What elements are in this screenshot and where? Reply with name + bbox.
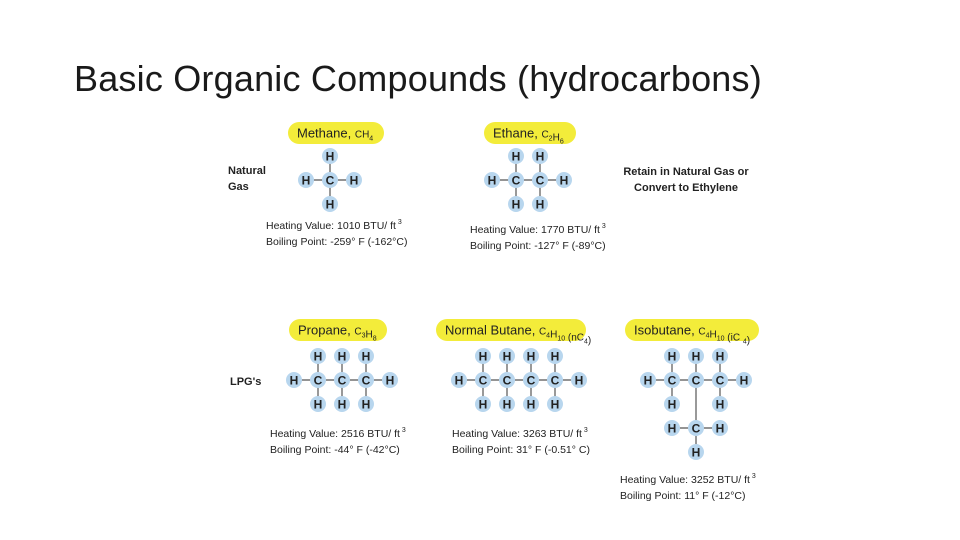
isobutane-c-atom: C: [691, 373, 701, 388]
methane-h-atom: H: [349, 173, 359, 188]
methane-h-atom: H: [325, 197, 335, 212]
propane-h-atom: H: [361, 349, 371, 364]
normal-butane-c-atom: C: [502, 373, 512, 388]
ethane-name-label: Ethane, $C_2H_6$: [493, 125, 564, 146]
methane-h-atom: H: [325, 149, 335, 164]
propane-c-atom: C: [337, 373, 347, 388]
propane-h-atom: H: [361, 397, 371, 412]
isobutane-c-atom: C: [691, 421, 701, 436]
isobutane-h-atom: H: [643, 373, 653, 388]
normal-butane-h-atom: H: [550, 397, 560, 412]
normal-butane-boiling-point: Boiling Point: 31° F (-0.51° C): [452, 444, 590, 456]
group-label-retain: Retain in Natural Gas or: [623, 166, 749, 178]
normal-butane-h-atom: H: [526, 397, 536, 412]
normal-butane-h-atom: H: [478, 397, 488, 412]
propane-heating-value: Heating Value: 2516 BTU/ ft $^3$: [270, 427, 406, 440]
ethane-boiling-point: Boiling Point: -127° F (-89°C): [470, 240, 606, 252]
methane-h-atom: H: [301, 173, 311, 188]
ethane-heating-value: Heating Value: 1770 BTU/ ft $^3$: [470, 223, 606, 236]
propane-h-atom: H: [289, 373, 299, 388]
propane-h-atom: H: [337, 397, 347, 412]
isobutane-heating-value: Heating Value: 3252 BTU/ ft $^3$: [620, 473, 756, 486]
ethane-h-atom: H: [535, 197, 545, 212]
group-label-retain-line2: Convert to Ethylene: [634, 182, 738, 194]
isobutane-boiling-point: Boiling Point: 11° F (-12°C): [620, 490, 746, 502]
propane-h-atom: H: [337, 349, 347, 364]
ethane-c-atom: C: [511, 173, 521, 188]
propane-h-atom: H: [385, 373, 395, 388]
methane-heating-value: Heating Value: 1010 BTU/ ft $^3$: [266, 219, 402, 232]
normal-butane-h-atom: H: [502, 397, 512, 412]
ethane-c-atom: C: [535, 173, 545, 188]
group-label-lpgs: LPG's: [230, 376, 262, 388]
normal-butane-h-atom: H: [454, 373, 464, 388]
isobutane-h-atom: H: [715, 349, 725, 364]
propane-c-atom: C: [361, 373, 371, 388]
normal-butane-c-atom: C: [550, 373, 560, 388]
isobutane-h-atom: H: [667, 421, 677, 436]
normal-butane-h-atom: H: [478, 349, 488, 364]
ethane-h-atom: H: [487, 173, 497, 188]
ethane-h-atom: H: [535, 149, 545, 164]
normal-butane-c-atom: C: [526, 373, 536, 388]
isobutane-h-atom: H: [739, 373, 749, 388]
ethane-h-atom: H: [511, 197, 521, 212]
isobutane-h-atom: H: [667, 397, 677, 412]
normal-butane-h-atom: H: [574, 373, 584, 388]
isobutane-h-atom: H: [667, 349, 677, 364]
normal-butane-h-atom: H: [550, 349, 560, 364]
slide-title: Basic Organic Compounds (hydrocarbons): [74, 58, 762, 99]
propane-h-atom: H: [313, 349, 323, 364]
ethane-h-atom: H: [511, 149, 521, 164]
normal-butane-heating-value: Heating Value: 3263 BTU/ ft $^3$: [452, 427, 588, 440]
methane-c-atom: C: [325, 173, 335, 188]
propane-boiling-point: Boiling Point: -44° F (-42°C): [270, 444, 400, 456]
isobutane-c-atom: C: [667, 373, 677, 388]
isobutane-h-atom: H: [691, 445, 701, 460]
group-label-natural-gas-line2: Gas: [228, 181, 249, 193]
normal-butane-h-atom: H: [526, 349, 536, 364]
ethane-h-atom: H: [559, 173, 569, 188]
isobutane-h-atom: H: [715, 397, 725, 412]
isobutane-c-atom: C: [715, 373, 725, 388]
normal-butane-h-atom: H: [502, 349, 512, 364]
propane-c-atom: C: [313, 373, 323, 388]
methane-boiling-point: Boiling Point: -259° F (-162°C): [266, 236, 408, 248]
isobutane-h-atom: H: [715, 421, 725, 436]
normal-butane-c-atom: C: [478, 373, 488, 388]
group-label-natural-gas: Natural: [228, 165, 266, 177]
propane-name-label: Propane, $C_3H_8$: [298, 322, 377, 343]
isobutane-name-label: Isobutane, $C_4H_{10}$ (iC $_4$): [634, 322, 751, 347]
methane-name-label: Methane, $CH_4$: [297, 125, 374, 143]
normal-butane-name-label: Normal Butane, $C_4H_{10}$ $(nC_4)$: [445, 322, 592, 347]
isobutane-h-atom: H: [691, 349, 701, 364]
propane-h-atom: H: [313, 397, 323, 412]
